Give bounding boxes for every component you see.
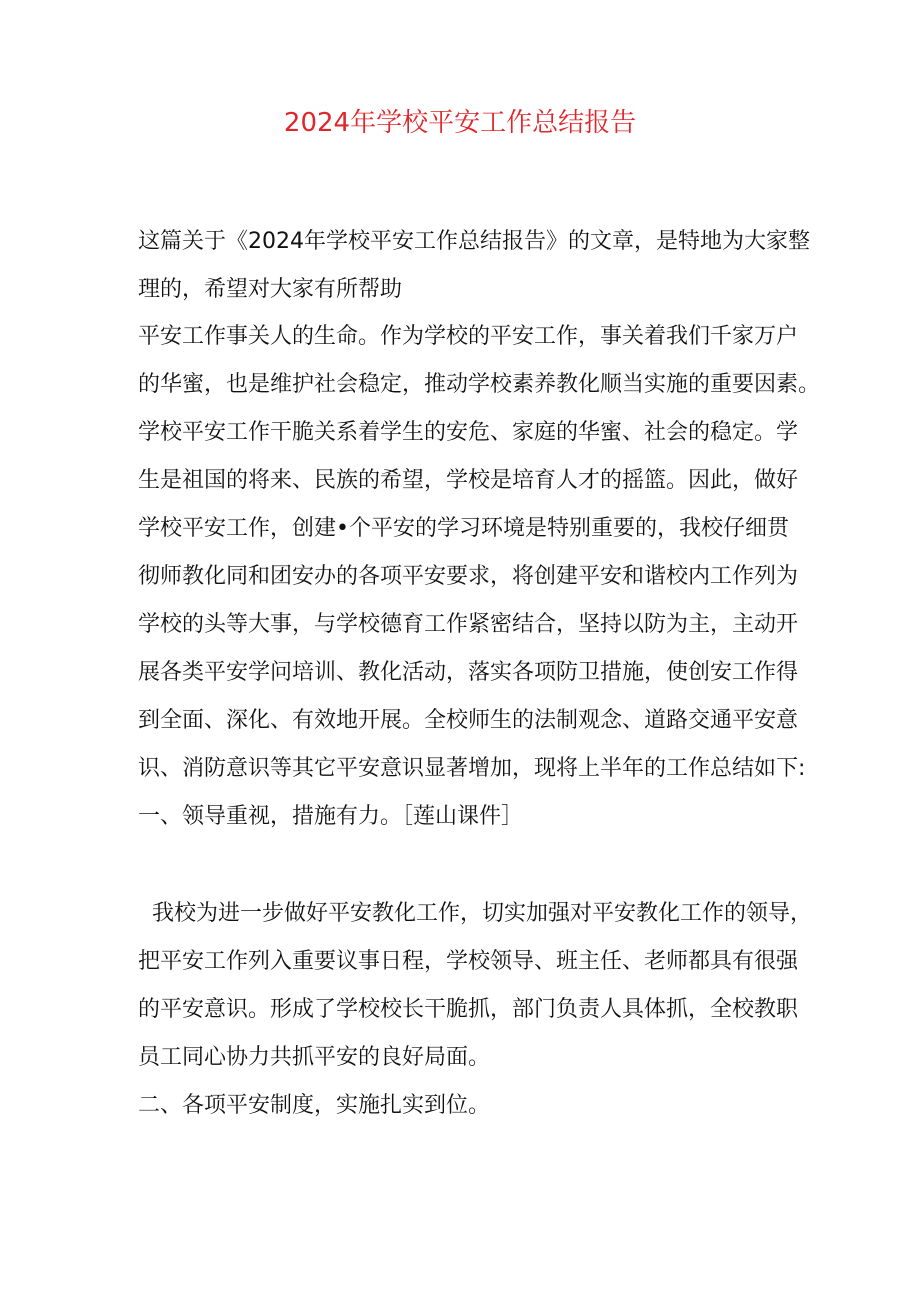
paragraph-line: 把平安工作列入重要议事日程，学校领导、班主任、老师都具有很强 (138, 949, 799, 974)
paragraph-line: 学校平安工作，创建•个平安的学习环境是特别重要的，我校仔细贯 (138, 516, 789, 541)
paragraph-2 (138, 890, 813, 1082)
paragraph-line: 平安工作事关人的生命。作为学校的平安工作，事关着我们千家万户 (138, 324, 799, 349)
intro-paragraph (138, 218, 810, 314)
paragraph-line: 展各类平安学问培训、教化活动，落实各项防卫措施，使创安工作得 (138, 660, 799, 685)
intro-line: 这篇关于《2024年学校平安工作总结报告》的文章，是特地为大家整 (138, 229, 810, 254)
paragraph-line: 的华蜜，也是维护社会稳定，推动学校素养教化顺当实施的重要因素。 (138, 372, 821, 397)
intro-line: 理的，希望对大家有所帮助 (138, 277, 403, 302)
document-title: 2024年学校平安工作总结报告 (283, 108, 637, 138)
paragraph-line: 生是祖国的将来、民族的希望，学校是培育人才的摇篮。因此，做好 (138, 468, 799, 493)
paragraph-1 (138, 313, 821, 793)
heading-text: 二、各项平安制度，实施扎实到位。 (138, 1093, 491, 1118)
paragraph-line: 员工同心协力共抓平安的良好局面。 (138, 1045, 491, 1070)
paragraph-line: 我校为进一步做好平安教化工作，切实加强对平安教化工作的领导， (152, 901, 813, 926)
paragraph-line: 到全面、深化、有效地开展。全校师生的法制观念、道路交通平安意 (138, 708, 799, 733)
paragraph-line: 学校平安工作干脆关系着学生的安危、家庭的华蜜、社会的稳定。学 (138, 420, 799, 445)
paragraph-line: 识、消防意识等其它平安意识显著增加，现将上半年的工作总结如下: (138, 756, 806, 781)
heading-text: 一、领导重视，措施有力。［莲山课件］ (138, 804, 524, 829)
paragraph-line: 的平安意识。形成了学校校长干脆抓，部门负责人具体抓，全校教职 (138, 997, 799, 1022)
section-heading-1 (138, 793, 798, 841)
section-heading-2 (138, 1082, 798, 1130)
paragraph-line: 彻师教化同和团安办的各项平安要求，将创建平安和谐校内工作列为 (138, 564, 799, 589)
paragraph-line: 学校的头等大事，与学校德育工作紧密结合，坚持以防为主，主动开 (138, 612, 799, 637)
